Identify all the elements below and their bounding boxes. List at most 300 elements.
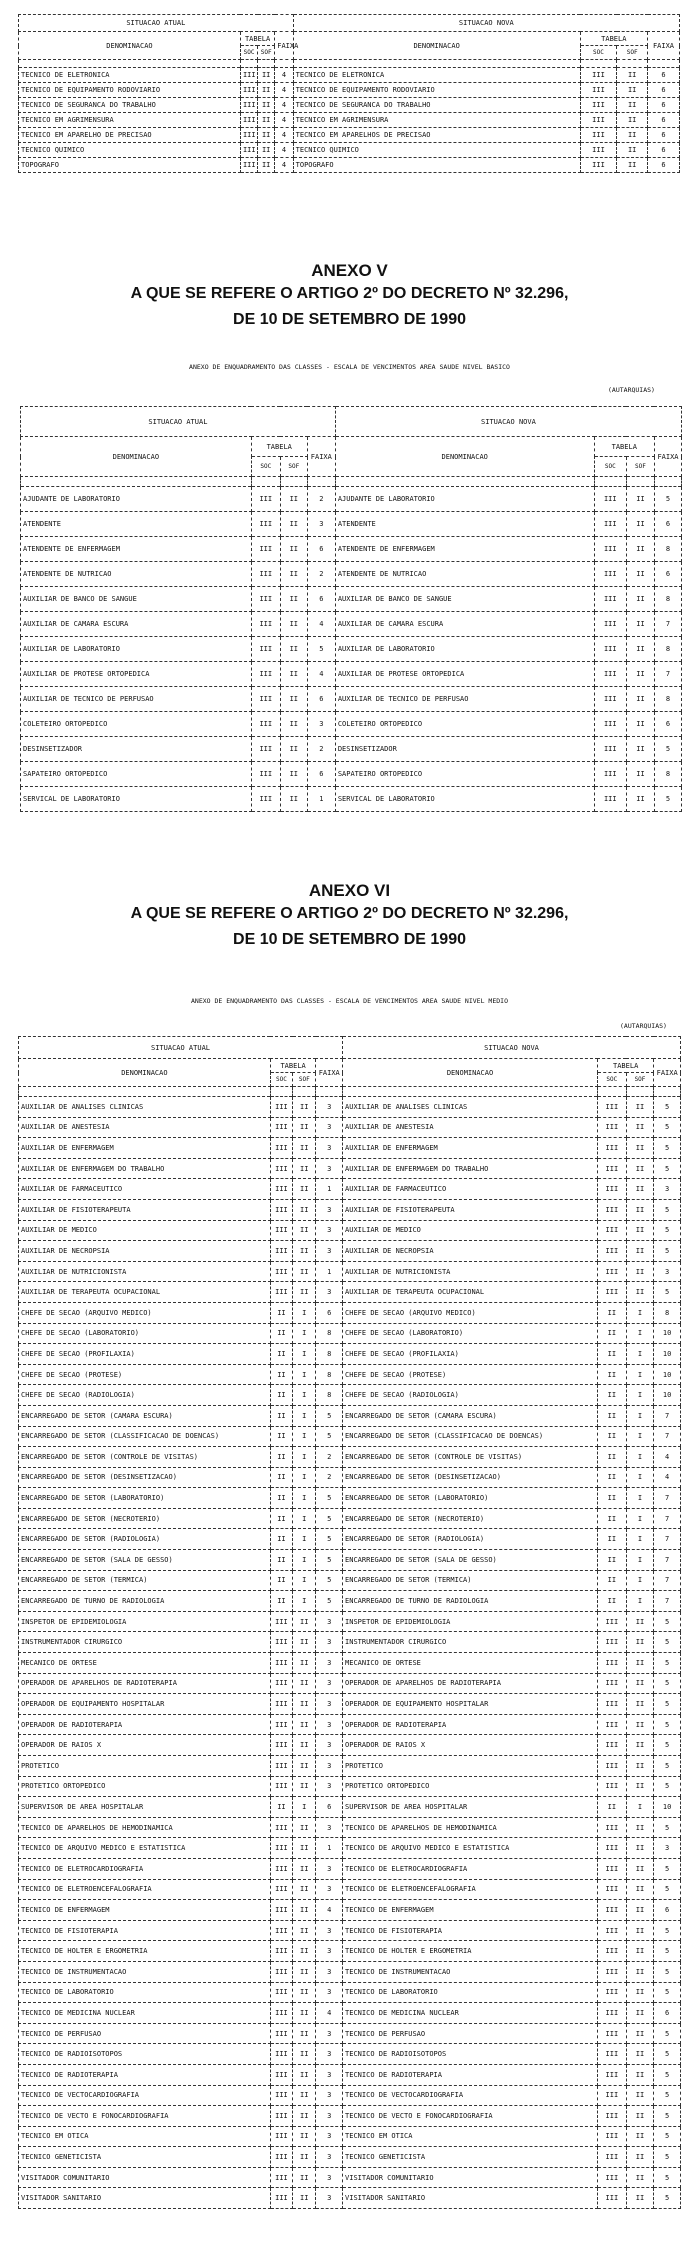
cell-denominacao-atual: TECNICO DE INSTRUMENTACAO bbox=[19, 1961, 271, 1982]
cell-denominacao-atual: TECNICO DE EQUIPAMENTO RODOVIARIO bbox=[19, 83, 241, 98]
table-row bbox=[19, 1261, 681, 1282]
cell-soc-atual: III bbox=[270, 2106, 292, 2127]
table-row bbox=[19, 2044, 681, 2065]
cell-faixa-atual: 6 bbox=[307, 687, 335, 712]
cell-sof-nova: II bbox=[626, 1982, 654, 2003]
cell-soc-nova: II bbox=[598, 1385, 627, 1406]
cell-faixa-atual: 8 bbox=[316, 1364, 343, 1385]
cell-faixa-atual: 5 bbox=[316, 1529, 343, 1550]
header-denominacao-atual: DENOMINACAO bbox=[19, 1059, 271, 1087]
table-row bbox=[19, 1611, 681, 1632]
cell-denominacao-nova: TECNICO DE RADIOTERAPIA bbox=[343, 2064, 598, 2085]
cell-faixa-atual: 5 bbox=[316, 1591, 343, 1612]
cell-soc-nova: II bbox=[598, 1570, 627, 1591]
table-row bbox=[19, 98, 680, 113]
cell-denominacao-nova: COLETEIRO ORTOPEDICO bbox=[335, 712, 594, 737]
table-row bbox=[19, 1982, 681, 2003]
cell-soc-atual: III bbox=[240, 98, 257, 113]
cell-denominacao-nova: AUXILIAR DE FISIOTERAPEUTA bbox=[343, 1199, 598, 1220]
cell-denominacao-atual: TECNICO DE LABORATORIO bbox=[19, 1982, 271, 2003]
cell-faixa-atual: 1 bbox=[316, 1261, 343, 1282]
cell-soc-atual: III bbox=[270, 1817, 292, 1838]
table-row bbox=[21, 712, 682, 737]
cell-denominacao-nova: AUXILIAR DE CAMARA ESCURA bbox=[335, 612, 594, 637]
cell-denominacao-atual: ENCARREGADO DE SETOR (SALA DE GESSO) bbox=[19, 1550, 271, 1571]
cell-denominacao-atual: AUXILIAR DE ENFERMAGEM bbox=[19, 1138, 271, 1159]
cell-faixa-nova: 10 bbox=[654, 1797, 681, 1818]
cell-soc-atual: III bbox=[240, 68, 257, 83]
cell-denominacao-nova: AUXILIAR DE NECROPSIA bbox=[343, 1241, 598, 1262]
cell-denominacao-nova: AUXILIAR DE BANCO DE SANGUE bbox=[335, 587, 594, 612]
cell-soc-nova: II bbox=[598, 1405, 627, 1426]
cell-faixa-atual: 3 bbox=[316, 2064, 343, 2085]
cell-sof-atual: II bbox=[293, 1838, 316, 1859]
cell-soc-nova: II bbox=[598, 1426, 627, 1447]
cell-denominacao-atual: TECNICO DE ELETRONICA bbox=[19, 68, 241, 83]
cell-faixa-atual: 3 bbox=[316, 1653, 343, 1674]
cell-faixa-nova: 5 bbox=[654, 1138, 681, 1159]
cell-faixa-nova: 6 bbox=[654, 712, 681, 737]
cell-faixa-atual: 3 bbox=[316, 1756, 343, 1777]
cell-faixa-atual: 3 bbox=[316, 2126, 343, 2147]
cell-denominacao-nova: TECNICO DE RADIOISOTOPOS bbox=[343, 2044, 598, 2065]
cell-faixa-atual: 2 bbox=[316, 1467, 343, 1488]
cell-faixa-nova: 6 bbox=[648, 128, 680, 143]
header-faixa-nova: FAIXA bbox=[654, 437, 681, 477]
cell-sof-atual: II bbox=[293, 1900, 316, 1921]
header-soc-nova: SOC bbox=[598, 1073, 627, 1087]
cell-denominacao-atual: ENCARREGADO DE TURNO DE RADIOLOGIA bbox=[19, 1591, 271, 1612]
header-denominacao-atual: DENOMINACAO bbox=[19, 32, 241, 60]
cell-faixa-nova: 5 bbox=[654, 2147, 681, 2168]
cell-sof-atual: II bbox=[280, 687, 307, 712]
table-row bbox=[19, 1158, 681, 1179]
cell-sof-nova: I bbox=[626, 1467, 654, 1488]
cell-faixa-nova: 5 bbox=[654, 1158, 681, 1179]
header-denominacao-nova: DENOMINACAO bbox=[343, 1059, 598, 1087]
cell-faixa-nova: 8 bbox=[654, 587, 681, 612]
cell-faixa-nova: 5 bbox=[654, 2126, 681, 2147]
cell-faixa-nova: 5 bbox=[654, 1220, 681, 1241]
cell-faixa-atual: 3 bbox=[307, 712, 335, 737]
cell-sof-nova: II bbox=[626, 487, 654, 512]
cell-faixa-atual: 3 bbox=[316, 2188, 343, 2209]
cell-denominacao-atual: TECNICO DE ELETROCARDIOGRAFIA bbox=[19, 1858, 271, 1879]
cell-faixa-nova: 5 bbox=[654, 2044, 681, 2065]
cell-faixa-nova: 5 bbox=[654, 737, 681, 762]
table-row bbox=[19, 1714, 681, 1735]
cell-sof-atual: II bbox=[280, 637, 307, 662]
cell-soc-nova: II bbox=[598, 1323, 627, 1344]
cell-sof-nova: I bbox=[626, 1550, 654, 1571]
cell-denominacao-atual: PROTETICO bbox=[19, 1756, 271, 1777]
cell-faixa-atual: 4 bbox=[275, 143, 293, 158]
cell-denominacao-nova: OPERADOR DE APARELHOS DE RADIOTERAPIA bbox=[343, 1673, 598, 1694]
cell-denominacao-nova: TECNICO DE PERFUSAO bbox=[343, 2023, 598, 2044]
cell-faixa-atual: 4 bbox=[316, 2003, 343, 2024]
cell-sof-nova: II bbox=[626, 2003, 654, 2024]
cell-sof-nova: I bbox=[626, 1364, 654, 1385]
cell-denominacao-nova: ENCARREGADO DE TURNO DE RADIOLOGIA bbox=[343, 1591, 598, 1612]
cell-denominacao-atual: AUXILIAR DE TECNICO DE PERFUSAO bbox=[21, 687, 252, 712]
cell-sof-atual: II bbox=[258, 68, 275, 83]
cell-denominacao-nova: DESINSETIZADOR bbox=[335, 737, 594, 762]
cell-denominacao-nova: ENCARREGADO DE SETOR (SALA DE GESSO) bbox=[343, 1550, 598, 1571]
cell-denominacao-nova: ENCARREGADO DE SETOR (CAMARA ESCURA) bbox=[343, 1405, 598, 1426]
cell-soc-nova: III bbox=[594, 537, 626, 562]
cell-denominacao-atual: INSPETOR DE EPIDEMIOLOGIA bbox=[19, 1611, 271, 1632]
cell-denominacao-nova: TECNICO GENETICISTA bbox=[343, 2147, 598, 2168]
cell-denominacao-atual: MECANICO DE ORTESE bbox=[19, 1653, 271, 1674]
cell-sof-nova: II bbox=[626, 1920, 654, 1941]
cell-sof-nova: II bbox=[626, 2106, 654, 2127]
cell-faixa-atual: 3 bbox=[316, 1776, 343, 1797]
cell-sof-nova: II bbox=[626, 637, 654, 662]
cell-sof-atual: I bbox=[293, 1344, 316, 1365]
cell-soc-atual: III bbox=[270, 2147, 292, 2168]
cell-soc-atual: III bbox=[270, 1117, 292, 1138]
cell-soc-atual: III bbox=[240, 143, 257, 158]
cell-faixa-atual: 3 bbox=[316, 1282, 343, 1303]
cell-denominacao-nova: ENCARREGADO DE SETOR (CLASSIFICACAO DE DOENCAS) bbox=[343, 1426, 598, 1447]
cell-soc-nova: III bbox=[580, 158, 617, 173]
cell-denominacao-nova: VISITADOR COMUNITARIO bbox=[343, 2167, 598, 2188]
cell-denominacao-nova: AUXILIAR DE NUTRICIONISTA bbox=[343, 1261, 598, 1282]
cell-faixa-atual: 4 bbox=[275, 98, 293, 113]
cell-faixa-atual: 5 bbox=[316, 1488, 343, 1509]
cell-sof-nova: II bbox=[626, 1220, 654, 1241]
cell-denominacao-atual: TECNICO DE HOLTER E ERGOMETRIA bbox=[19, 1941, 271, 1962]
table-row bbox=[19, 1302, 681, 1323]
cell-faixa-atual: 5 bbox=[316, 1550, 343, 1571]
cell-sof-nova: II bbox=[617, 113, 648, 128]
cell-faixa-atual: 6 bbox=[316, 1797, 343, 1818]
cell-denominacao-atual: AUXILIAR DE ANESTESIA bbox=[19, 1117, 271, 1138]
cell-denominacao-atual: AUXILIAR DE FISIOTERAPEUTA bbox=[19, 1199, 271, 1220]
cell-soc-nova: III bbox=[594, 787, 626, 812]
cell-sof-atual: II bbox=[293, 1776, 316, 1797]
cell-soc-atual: III bbox=[251, 612, 280, 637]
cell-faixa-nova: 5 bbox=[654, 1097, 681, 1118]
cell-sof-nova: II bbox=[617, 143, 648, 158]
cell-soc-atual: III bbox=[270, 1941, 292, 1962]
cell-denominacao-atual: AJUDANTE DE LABORATORIO bbox=[21, 487, 252, 512]
cell-soc-nova: III bbox=[598, 1879, 627, 1900]
cell-sof-atual: II bbox=[293, 1756, 316, 1777]
cell-soc-atual: III bbox=[270, 1838, 292, 1859]
cell-faixa-nova: 4 bbox=[654, 1447, 681, 1468]
cell-soc-atual: III bbox=[270, 1776, 292, 1797]
cell-faixa-nova: 10 bbox=[654, 1385, 681, 1406]
cell-soc-nova: III bbox=[598, 1673, 627, 1694]
cell-faixa-nova: 6 bbox=[648, 113, 680, 128]
annex-vi-subtitle-1: A QUE SE REFERE O ARTIGO 2º DO DECRETO Nº 32.296, bbox=[130, 905, 569, 922]
cell-soc-nova: III bbox=[598, 1199, 627, 1220]
table-row bbox=[21, 687, 682, 712]
cell-denominacao-atual: TECNICO QUIMICO bbox=[19, 143, 241, 158]
table-row bbox=[19, 1323, 681, 1344]
cell-sof-nova: II bbox=[626, 612, 654, 637]
cell-soc-atual: III bbox=[270, 1920, 292, 1941]
annex-v-caption: ANEXO DE ENQUADRAMENTO DAS CLASSES - ESCALA DE VENCIMENTOS AREA SAUDE NIVEL BASICO bbox=[189, 363, 510, 371]
table-row bbox=[19, 143, 680, 158]
cell-faixa-atual: 3 bbox=[316, 1817, 343, 1838]
cell-soc-atual: III bbox=[240, 158, 257, 173]
table-row bbox=[19, 1920, 681, 1941]
header-situacao-nova: SITUACAO NOVA bbox=[343, 1037, 681, 1059]
cell-denominacao-nova: TECNICO EM APARELHOS DE PRECISAO bbox=[293, 128, 580, 143]
cell-soc-nova: II bbox=[598, 1529, 627, 1550]
cell-denominacao-atual: ATENDENTE DE NUTRICAO bbox=[21, 562, 252, 587]
cell-faixa-nova: 5 bbox=[654, 1241, 681, 1262]
cell-soc-nova: III bbox=[598, 1858, 627, 1879]
cell-soc-atual: III bbox=[270, 1199, 292, 1220]
cell-faixa-nova: 3 bbox=[654, 1261, 681, 1282]
cell-faixa-atual: 3 bbox=[316, 1673, 343, 1694]
cell-sof-nova: II bbox=[626, 1714, 654, 1735]
cell-sof-nova: II bbox=[626, 687, 654, 712]
cell-denominacao-nova: AUXILIAR DE MEDICO bbox=[343, 1220, 598, 1241]
cell-faixa-atual: 5 bbox=[316, 1405, 343, 1426]
cell-faixa-nova: 6 bbox=[654, 2003, 681, 2024]
cell-denominacao-nova: TECNICO DE LABORATORIO bbox=[343, 1982, 598, 2003]
cell-soc-nova: III bbox=[598, 1241, 627, 1262]
cell-soc-atual: III bbox=[251, 512, 280, 537]
cell-denominacao-nova: AUXILIAR DE FARMACEUTICO bbox=[343, 1179, 598, 1200]
header-situacao-atual: SITUACAO ATUAL bbox=[19, 1037, 343, 1059]
header-tabela-atual: TABELA bbox=[251, 437, 307, 457]
cell-soc-nova: III bbox=[598, 2044, 627, 2065]
cell-faixa-nova: 5 bbox=[654, 1611, 681, 1632]
cell-sof-atual: II bbox=[293, 2023, 316, 2044]
cell-faixa-atual: 3 bbox=[316, 1920, 343, 1941]
cell-denominacao-atual: TECNICO EM OTICA bbox=[19, 2126, 271, 2147]
table-row bbox=[19, 1570, 681, 1591]
cell-faixa-nova: 5 bbox=[654, 1756, 681, 1777]
cell-faixa-nova: 5 bbox=[654, 1817, 681, 1838]
cell-soc-atual: III bbox=[270, 1158, 292, 1179]
cell-sof-nova: II bbox=[626, 1179, 654, 1200]
cell-denominacao-atual: OPERADOR DE EQUIPAMENTO HOSPITALAR bbox=[19, 1694, 271, 1715]
cell-soc-atual: II bbox=[270, 1364, 292, 1385]
table-row bbox=[19, 1817, 681, 1838]
cell-sof-atual: I bbox=[293, 1323, 316, 1344]
cell-faixa-atual: 3 bbox=[316, 2023, 343, 2044]
cell-faixa-atual: 2 bbox=[307, 737, 335, 762]
cell-sof-nova: I bbox=[626, 1797, 654, 1818]
table-row bbox=[19, 1900, 681, 1921]
cell-sof-nova: II bbox=[617, 98, 648, 113]
cell-sof-nova: I bbox=[626, 1488, 654, 1509]
cell-soc-nova: III bbox=[598, 1838, 627, 1859]
cell-soc-atual: III bbox=[270, 1879, 292, 1900]
cell-soc-nova: III bbox=[598, 2085, 627, 2106]
cell-denominacao-nova: CHEFE DE SECAO (RADIOLOGIA) bbox=[343, 1385, 598, 1406]
cell-soc-atual: III bbox=[270, 2003, 292, 2024]
cell-sof-atual: II bbox=[280, 562, 307, 587]
cell-denominacao-atual: OPERADOR DE RADIOTERAPIA bbox=[19, 1714, 271, 1735]
cell-faixa-nova: 5 bbox=[654, 1941, 681, 1962]
cell-sof-atual: II bbox=[293, 2003, 316, 2024]
cell-denominacao-nova: TECNICO EM OTICA bbox=[343, 2126, 598, 2147]
table-row bbox=[19, 128, 680, 143]
cell-denominacao-atual: ENCARREGADO DE SETOR (RADIOLOGIA) bbox=[19, 1529, 271, 1550]
cell-soc-nova: III bbox=[598, 1714, 627, 1735]
cell-sof-nova: II bbox=[626, 762, 654, 787]
cell-sof-nova: II bbox=[626, 1097, 654, 1118]
cell-soc-nova: III bbox=[580, 143, 617, 158]
cell-denominacao-atual: TECNICO DE VECTOCARDIOGRAFIA bbox=[19, 2085, 271, 2106]
cell-sof-atual: I bbox=[293, 1591, 316, 1612]
table-row bbox=[19, 1385, 681, 1406]
cell-faixa-atual: 4 bbox=[307, 662, 335, 687]
header-soc-atual: SOC bbox=[251, 457, 280, 477]
table-row bbox=[19, 1220, 681, 1241]
cell-faixa-nova: 5 bbox=[654, 1961, 681, 1982]
cell-denominacao-atual: TECNICO GENETICISTA bbox=[19, 2147, 271, 2168]
cell-faixa-atual: 1 bbox=[307, 787, 335, 812]
cell-faixa-nova: 5 bbox=[654, 2023, 681, 2044]
cell-sof-atual: II bbox=[258, 83, 275, 98]
cell-denominacao-atual: OPERADOR DE APARELHOS DE RADIOTERAPIA bbox=[19, 1673, 271, 1694]
cell-faixa-nova: 5 bbox=[654, 1117, 681, 1138]
cell-faixa-atual: 3 bbox=[316, 1858, 343, 1879]
cell-soc-atual: III bbox=[270, 1220, 292, 1241]
cell-soc-nova: II bbox=[598, 1344, 627, 1365]
cell-soc-nova: II bbox=[598, 1467, 627, 1488]
cell-soc-atual: III bbox=[270, 2126, 292, 2147]
annex-v-subtitle-1: A QUE SE REFERE O ARTIGO 2º DO DECRETO Nº 32.296, bbox=[130, 285, 569, 302]
cell-denominacao-atual: ENCARREGADO DE SETOR (NECROTERIO) bbox=[19, 1508, 271, 1529]
cell-faixa-atual: 3 bbox=[316, 1632, 343, 1653]
cell-sof-nova: II bbox=[626, 1941, 654, 1962]
cell-denominacao-nova: TECNICO DE INSTRUMENTACAO bbox=[343, 1961, 598, 1982]
cell-soc-atual: III bbox=[270, 2044, 292, 2065]
cell-sof-atual: II bbox=[293, 2167, 316, 2188]
cell-sof-atual: II bbox=[293, 1097, 316, 1118]
table-row bbox=[19, 68, 680, 83]
cell-sof-atual: II bbox=[258, 158, 275, 173]
cell-faixa-nova: 6 bbox=[654, 512, 681, 537]
cell-soc-atual: III bbox=[270, 1097, 292, 1118]
cell-denominacao-nova: AUXILIAR DE TECNICO DE PERFUSAO bbox=[335, 687, 594, 712]
table-row bbox=[19, 1344, 681, 1365]
cell-soc-nova: III bbox=[598, 1138, 627, 1159]
cell-faixa-atual: 4 bbox=[275, 83, 293, 98]
cell-faixa-atual: 4 bbox=[316, 1900, 343, 1921]
header-situacao-atual: SITUACAO ATUAL bbox=[21, 407, 336, 437]
cell-faixa-atual: 8 bbox=[316, 1323, 343, 1344]
table-row bbox=[19, 83, 680, 98]
cell-denominacao-nova: CHEFE DE SECAO (PROTESE) bbox=[343, 1364, 598, 1385]
cell-sof-atual: II bbox=[293, 1879, 316, 1900]
cell-sof-atual: II bbox=[293, 2064, 316, 2085]
annex-v-title: ANEXO V bbox=[311, 261, 388, 280]
cell-faixa-atual: 3 bbox=[316, 1199, 343, 1220]
cell-denominacao-atual: TECNICO DE RADIOTERAPIA bbox=[19, 2064, 271, 2085]
cell-sof-atual: I bbox=[293, 1364, 316, 1385]
cell-soc-nova: III bbox=[594, 512, 626, 537]
table-row bbox=[19, 1694, 681, 1715]
cell-soc-nova: III bbox=[594, 737, 626, 762]
cell-sof-nova: I bbox=[626, 1447, 654, 1468]
cell-sof-atual: I bbox=[293, 1529, 316, 1550]
cell-sof-atual: I bbox=[293, 1570, 316, 1591]
cell-denominacao-atual: TECNICO DE MEDICINA NUCLEAR bbox=[19, 2003, 271, 2024]
cell-soc-nova: II bbox=[598, 1508, 627, 1529]
cell-soc-nova: III bbox=[580, 83, 617, 98]
cell-denominacao-atual: TECNICO DE ENFERMAGEM bbox=[19, 1900, 271, 1921]
cell-sof-atual: II bbox=[258, 98, 275, 113]
cell-sof-atual: II bbox=[293, 2044, 316, 2065]
cell-soc-atual: III bbox=[270, 1673, 292, 1694]
cell-sof-atual: II bbox=[293, 1138, 316, 1159]
cell-faixa-atual: 3 bbox=[316, 1941, 343, 1962]
cell-soc-nova: II bbox=[598, 1591, 627, 1612]
cell-denominacao-atual: AUXILIAR DE ANALISES CLINICAS bbox=[19, 1097, 271, 1118]
cell-sof-nova: I bbox=[626, 1302, 654, 1323]
cell-faixa-atual: 3 bbox=[316, 1611, 343, 1632]
table-row bbox=[19, 1879, 681, 1900]
cell-denominacao-atual: OPERADOR DE RAIOS X bbox=[19, 1735, 271, 1756]
cell-sof-nova: II bbox=[626, 1117, 654, 1138]
cell-soc-nova: III bbox=[598, 1817, 627, 1838]
header-sof-nova: SOF bbox=[626, 457, 654, 477]
cell-denominacao-atual: TECNICO DE RADIOISOTOPOS bbox=[19, 2044, 271, 2065]
cell-soc-atual: III bbox=[251, 712, 280, 737]
cell-sof-nova: I bbox=[626, 1529, 654, 1550]
header-sof-atual: SOF bbox=[293, 1073, 316, 1087]
cell-sof-nova: II bbox=[626, 1694, 654, 1715]
table-row bbox=[21, 512, 682, 537]
cell-faixa-atual: 3 bbox=[316, 1961, 343, 1982]
cell-sof-atual: II bbox=[258, 113, 275, 128]
cell-denominacao-nova: PROTETICO ORTOPEDICO bbox=[343, 1776, 598, 1797]
cell-sof-nova: II bbox=[626, 662, 654, 687]
cell-faixa-nova: 5 bbox=[654, 1632, 681, 1653]
cell-soc-atual: II bbox=[270, 1385, 292, 1406]
cell-faixa-atual: 6 bbox=[307, 587, 335, 612]
cell-denominacao-nova: TECNICO DE ELETROENCEFALOGRAFIA bbox=[343, 1879, 598, 1900]
cell-soc-nova: III bbox=[598, 1756, 627, 1777]
cell-denominacao-atual: TECNICO DE ELETROENCEFALOGRAFIA bbox=[19, 1879, 271, 1900]
table-row bbox=[19, 2126, 681, 2147]
cell-faixa-atual: 3 bbox=[316, 1241, 343, 1262]
cell-soc-atual: III bbox=[270, 1982, 292, 2003]
header-tabela-atual: TABELA bbox=[240, 32, 274, 46]
cell-sof-atual: II bbox=[293, 1282, 316, 1303]
table-row bbox=[21, 637, 682, 662]
cell-soc-atual: III bbox=[251, 637, 280, 662]
cell-sof-atual: I bbox=[293, 1426, 316, 1447]
cell-denominacao-nova: SUPERVISOR DE AREA HOSPITALAR bbox=[343, 1797, 598, 1818]
cell-soc-nova: II bbox=[598, 1364, 627, 1385]
cell-sof-atual: I bbox=[293, 1385, 316, 1406]
cell-sof-nova: II bbox=[626, 1817, 654, 1838]
cell-denominacao-nova: CHEFE DE SECAO (LABORATORIO) bbox=[343, 1323, 598, 1344]
cell-faixa-atual: 3 bbox=[316, 1735, 343, 1756]
table-row bbox=[19, 1447, 681, 1468]
cell-sof-nova: I bbox=[626, 1323, 654, 1344]
cell-sof-atual: II bbox=[293, 1632, 316, 1653]
cell-sof-nova: II bbox=[626, 2044, 654, 2065]
cell-denominacao-atual: COLETEIRO ORTOPEDICO bbox=[21, 712, 252, 737]
cell-sof-nova: II bbox=[626, 1673, 654, 1694]
table-row bbox=[21, 487, 682, 512]
cell-denominacao-atual: TECNICO DE ARQUIVO MEDICO E ESTATISTICA bbox=[19, 1838, 271, 1859]
cell-soc-atual: III bbox=[270, 1756, 292, 1777]
table-row bbox=[19, 2023, 681, 2044]
